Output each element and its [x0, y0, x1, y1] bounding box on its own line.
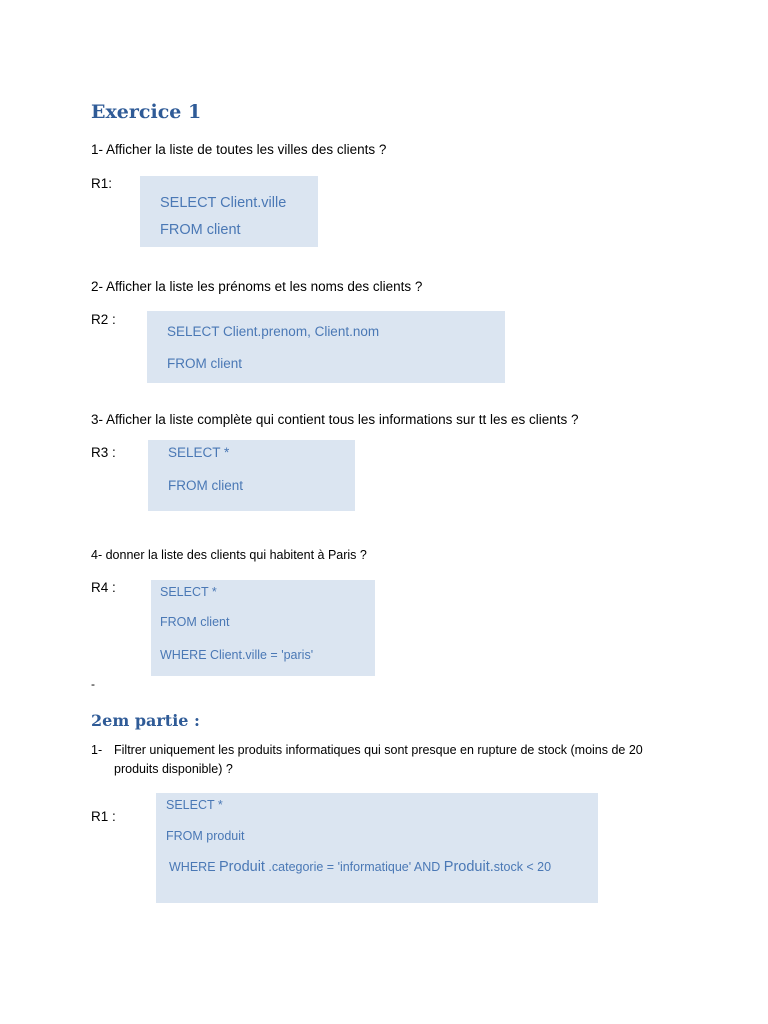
answer-3-label: R3 : — [91, 445, 116, 460]
answer-4-code-box — [151, 580, 375, 676]
part-2-answer-1-code-line-2: FROM produit — [166, 829, 245, 843]
answer-2-label: R2 : — [91, 312, 116, 327]
answer-1-label: R1: — [91, 176, 113, 191]
answer-3-code-line-2: FROM client — [168, 478, 244, 493]
answer-4-code-line-1: SELECT * — [160, 585, 217, 599]
part-2-question-1-line-2: produits disponible) ? — [114, 762, 233, 776]
where-keyword: WHERE — [169, 860, 219, 874]
part-2-answer-1-code-line-1: SELECT * — [166, 798, 223, 812]
question-3: 3- Afficher la liste complète qui contient tous les informations sur tt les es clients ? — [91, 412, 579, 427]
stock-condition: stock < 20 — [493, 860, 552, 874]
answer-2-code-line-2: FROM client — [167, 356, 243, 371]
answer-4-label: R4 : — [91, 580, 116, 595]
part-2-question-1-line-1: Filtrer uniquement les produits informatiques qui sont presque en rupture de stock (moins de 20 — [114, 743, 643, 757]
question-4: 4- donner la liste des clients qui habitent à Paris ? — [91, 548, 367, 562]
answer-1-code-line-1: SELECT Client.ville — [160, 195, 287, 211]
answer-2-code-box — [147, 311, 505, 383]
part-2-answer-1-label: R1 : — [91, 809, 116, 824]
answer-3-code-line-1: SELECT * — [168, 445, 230, 460]
part-2-answer-1-code-line-3 — [169, 859, 551, 875]
part-2-answer-1-code-box — [156, 793, 598, 903]
list-dash: - — [91, 677, 95, 691]
part-2-question-1-number: 1- — [91, 743, 103, 757]
answer-4-code-line-2: FROM client — [160, 615, 230, 629]
category-condition: .categorie = 'informatique' AND — [264, 860, 444, 874]
answer-4-code-line-3: WHERE Client.ville = 'paris' — [160, 648, 314, 662]
answer-3-code-box — [148, 440, 355, 511]
exercise-1-title: Exercice 1 — [91, 101, 202, 123]
answer-1-code-line-2: FROM client — [160, 222, 241, 238]
produit-table-ref-1: Produit — [219, 859, 265, 875]
produit-table-ref-2: Produit. — [443, 859, 494, 875]
question-1: 1- Afficher la liste de toutes les villes des clients ? — [91, 142, 387, 157]
answer-2-code-line-1: SELECT Client.prenom, Client.nom — [167, 324, 380, 339]
answer-1-code-box — [140, 176, 318, 247]
question-2: 2- Afficher la liste les prénoms et les noms des clients ? — [91, 279, 423, 294]
part-2-title: 2em partie : — [91, 711, 200, 730]
